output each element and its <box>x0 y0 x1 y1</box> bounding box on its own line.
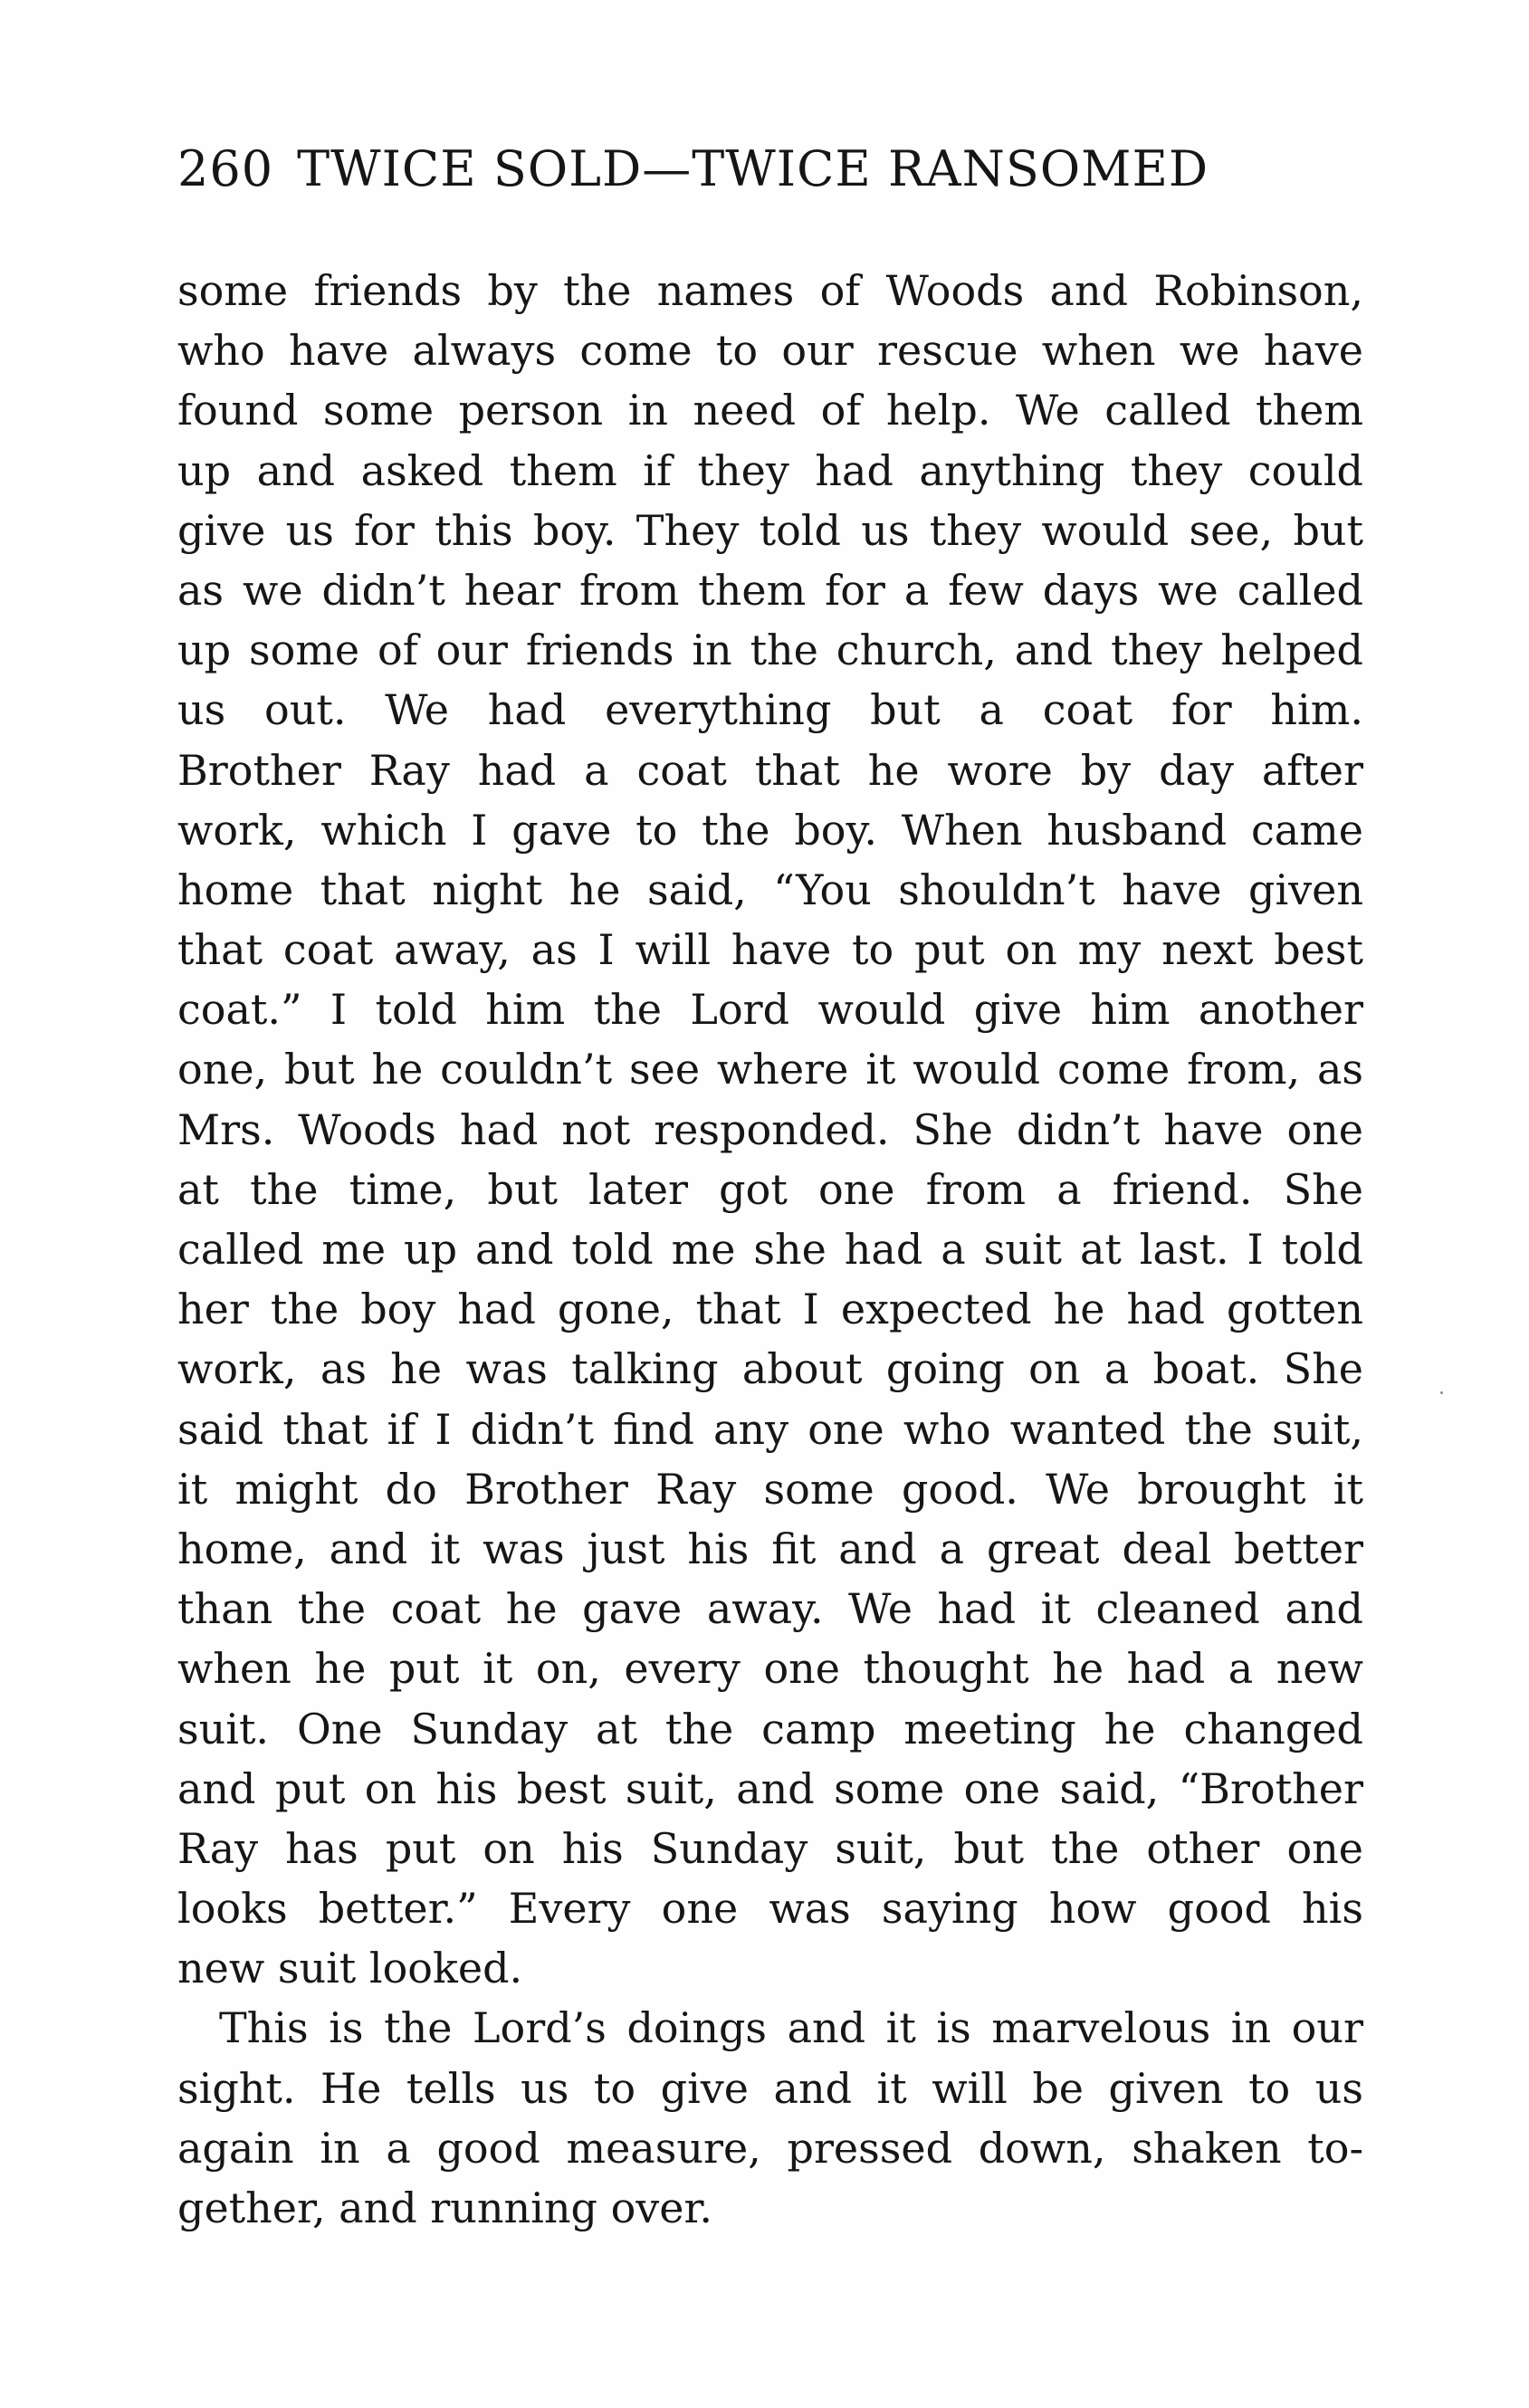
text-line: than the coat he gave away. We had it cleaned and <box>177 1584 1363 1634</box>
text-line: sight. He tells us to give and it will be given to us <box>177 2063 1363 2113</box>
page-number: 260 <box>177 140 274 197</box>
text-line: work, as he was talking about going on a boat. She <box>177 1344 1363 1394</box>
running-title: TWICE SOLD—TWICE RANSOMED <box>297 140 1209 197</box>
text-line: one, but he couldn’t see where it would come from, as <box>177 1045 1363 1094</box>
text-line: Ray has put on his Sunday suit, but the other one <box>177 1823 1363 1873</box>
text-line: at the time, but later got one from a friend. She <box>177 1164 1363 1214</box>
text-line: give us for this boy. They told us they would see, but <box>177 505 1363 555</box>
text-line: up some of our friends in the church, and they helped <box>177 626 1363 675</box>
text-line: us out. We had everything but a coat for him. <box>177 685 1363 735</box>
text-line: some friends by the names of Woods and Robinson, <box>177 266 1363 315</box>
text-line: and put on his best suit, and some one said, “Brother <box>177 1763 1363 1813</box>
scan-speck <box>1440 1391 1443 1394</box>
text-line: Brother Ray had a coat that he wore by day after <box>177 745 1363 795</box>
text-line: said that if I didn’t find any one who wanted the suit, <box>177 1404 1363 1454</box>
text-line: again in a good measure, pressed down, shaken to- <box>177 2123 1363 2173</box>
text-line: looks better.” Every one was saying how good his <box>177 1884 1363 1934</box>
paragraph-2 <box>177 1998 1363 2238</box>
text-line: who have always come to our rescue when we have <box>177 326 1363 376</box>
text-line: gether, and running over. <box>177 2183 713 2232</box>
text-line: that coat away, as I will have to put on my next best <box>177 925 1363 975</box>
paragraph-1 <box>177 261 1363 1998</box>
text-line: as we didn’t hear from them for a few days we called <box>177 565 1363 615</box>
text-line: home that night he said, “You shouldn’t have given <box>177 865 1363 914</box>
text-line: work, which I gave to the boy. When husband came <box>177 805 1363 855</box>
text-line: suit. One Sunday at the camp meeting he changed <box>177 1704 1363 1753</box>
text-line: coat.” I told him the Lord would give him another <box>177 985 1363 1035</box>
text-line: home, and it was just his fit and a great deal better <box>177 1524 1363 1573</box>
text-line: her the boy had gone, that I expected he had gotten <box>177 1285 1363 1334</box>
text-line: new suit looked. <box>177 1944 523 1993</box>
text-line: This is the Lord’s doings and it is marvelous in our <box>219 2003 1363 2053</box>
text-line: Mrs. Woods had not responded. She didn’t have one <box>177 1104 1363 1154</box>
running-head <box>177 138 1390 201</box>
text-line: found some person in need of help. We called them <box>177 386 1363 435</box>
text-line: when he put it on, every one thought he had a new <box>177 1644 1363 1694</box>
text-line: it might do Brother Ray some good. We brought it <box>177 1464 1363 1514</box>
text-line: called me up and told me she had a suit at last. I told <box>177 1225 1363 1274</box>
text-line: up and asked them if they had anything they could <box>177 445 1363 495</box>
body-text <box>177 261 1363 2238</box>
